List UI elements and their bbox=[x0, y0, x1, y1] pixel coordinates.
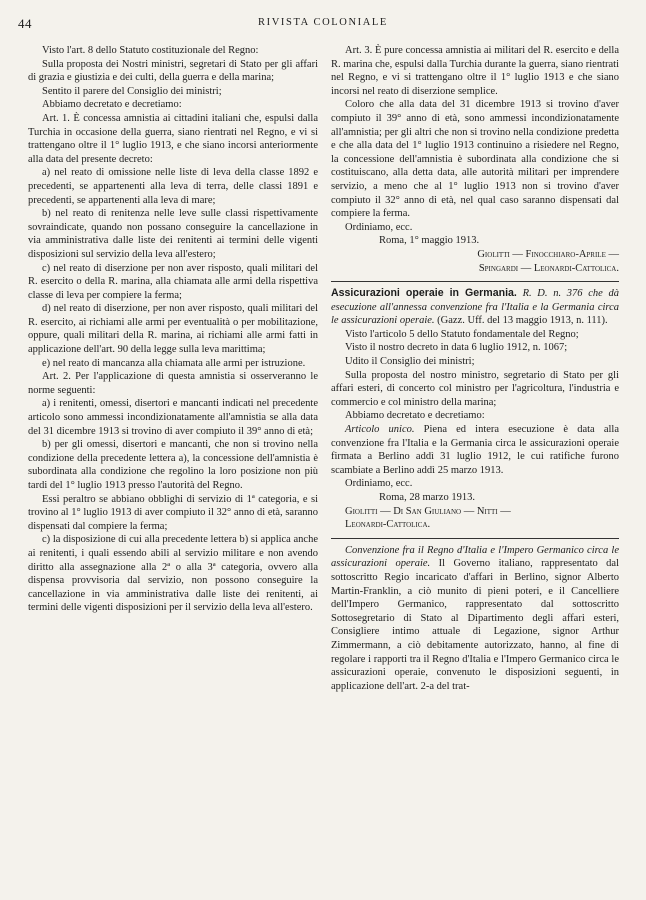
paragraph: Art. 2. Per l'applicazione di questa amnistia si osserveranno le norme seguenti: bbox=[28, 371, 318, 396]
paragraph: Coloro che alla data del 31 dicembre 1913 si trovino d'aver compiuto il 39° anno di età, sono ammessi incondizionatamente all'amnistia; per gli altri che non si trovino nella condizione predetta e che alla data del 1° luglio 1913 continuino a risiedere nel Regno, la concessione dell'amnistia è subordinata alla condizione che si costituiscano, alla detta data, alle autorità militari per imprendere servizio, a meno che al 1° luglio 1913 non si trovino d'aver compiuto il 32° anno di età, nel qual caso saranno dispensati dal compiere la ferma. bbox=[331, 99, 619, 220]
right-column bbox=[331, 44, 619, 693]
section-divider bbox=[331, 538, 619, 539]
paragraph: Ordiniamo, ecc. bbox=[345, 478, 413, 490]
signatures: Giolitti — Finocchiaro-Aprile — bbox=[477, 248, 619, 260]
section-subtitle: che dà esecuzione all'annessa convenzione fra l'Italia e la Germania circa le assicurazioni operaie. bbox=[331, 288, 620, 327]
left-column bbox=[28, 44, 318, 615]
paragraph: a) nel reato di omissione nelle liste di leva della classe 1892 e precedenti, se appartenenti alla leva di terra, delle classi 1891 e precedenti, se appartenenti alla leva di mare; bbox=[28, 167, 318, 206]
paragraph: Sulla proposta del nostro ministro, segretario di Stato per gli affari esteri, di concerto col ministro per l'agricoltura, l'industria e commercio e col ministro della marina; bbox=[331, 369, 619, 408]
paragraph: c) nel reato di diserzione per non aver risposto, quali militari del R. esercito o della R. marina, alla chiamata alle armi della rispettiva classe di leva per compiere la ferma; bbox=[28, 262, 318, 301]
paragraph bbox=[331, 423, 619, 477]
signatures: Spingardi — Leonardi-Cattolica. bbox=[478, 262, 619, 274]
article-label: Articolo unico. bbox=[345, 424, 415, 436]
paragraph: Abbiamo decretato e decretiamo: bbox=[345, 410, 485, 422]
page-number: 44 bbox=[18, 16, 32, 31]
convention-title: Convenzione fra il Regno d'Italia e l'Impero Germanico circa le assicurazioni operaie. bbox=[331, 544, 619, 570]
paragraph: Art. 1. È concessa amnistia ai cittadini italiani che, espulsi dalla Turchia in occasione della guerra, siano rientrati nel Regno, e vi si trattengano oltre il 1° luglio 1913, e che siano incorsi anteriormente alla data del presente decreto: bbox=[28, 112, 318, 165]
signatures: Leonardi-Cattolica. bbox=[345, 519, 431, 531]
paragraph: d) nel reato di diserzione, per non aver risposto, quali militari del R. esercito, ai richiami alle armi per eventualità o per mobilitazione, oppure, quali militari della R. marina, ai richiami alle armi fatti in applicazione dell'art. 90 della legge sulla leva marittima; bbox=[28, 303, 318, 356]
paragraph bbox=[331, 544, 619, 694]
paragraph: Essi peraltro se abbiano obblighi di servizio di 1ª categoria, e si trovino al 1° luglio 1913 di aver compiuto il 32° anno di età, saranno dispensati dal compiere la ferma; bbox=[28, 493, 318, 532]
paragraph: Ordiniamo, ecc. bbox=[345, 221, 413, 233]
paragraph: Abbiamo decretato e decretiamo: bbox=[42, 99, 182, 111]
section-gazette: (Gazz. Uff. del 13 maggio 1913, n. 111). bbox=[437, 315, 608, 327]
paragraph: c) la disposizione di cui alla precedente lettera b) si applica anche ai renitenti, i quali essendo abili al servizio militare e non avendo diritto alla assegnazione alla 2ª o alla 3ª categoria, ovvero alla dispensa provvisoria dal servizio, non possono conseguire la cancellazione in via amministrativa dalle liste dei renitenti, ai termini delle vigenti disposizioni per il servizio della leva all'estero. bbox=[28, 534, 318, 614]
paragraph: e) nel reato di mancanza alla chiamata alle armi per istruzione. bbox=[42, 357, 306, 369]
paragraph: Visto il nostro decreto in data 6 luglio 1912, n. 1067; bbox=[345, 342, 568, 354]
paragraph: Sentito il parere del Consiglio dei ministri; bbox=[42, 85, 222, 97]
section-title: Assicurazioni operaie in Germania. bbox=[331, 287, 517, 300]
paragraph: b) nel reato di renitenza nelle leve sulle classi rispettivamente sovraindicate, quando non possano conseguire la cancellazione in via amministrativa dalle liste dei renitenti ai termini delle vigenti disposizioni sul servizio della leva all'estero; bbox=[28, 208, 318, 260]
section-ref: R. D. n. 376 bbox=[522, 288, 583, 300]
paragraph: Visto l'art. 8 dello Statuto costituzionale del Regno: bbox=[42, 45, 259, 56]
section-divider bbox=[331, 281, 619, 282]
convention-text: Il Governo italiano, rappresentato dal sottoscritto Regio incaricato d'affari in Berlino, signor Alberto Martin-Franklin, a ciò munito di pieni poteri, e il Cancelliere dell'Impero Germanico, rappresentato dal sottoscritto Sottosegretario di Stato al Dipartimento degli affari esteri, Consigliere intimo attuale di Legazione, signor Arthur Zimmermann, a ciò debitamente autorizzato, hanno, al fine di regolare i rapporti tra il Regno d'Italia e l'Impero Germanico circa le assicurazioni operaie, convenuto le disposizioni seguenti, in applicazione dell'art. 2-a del trat- bbox=[331, 558, 619, 692]
running-head: RIVISTA COLONIALE bbox=[258, 17, 388, 28]
paragraph: Udito il Consiglio dei ministri; bbox=[345, 356, 475, 368]
paragraph: b) per gli omessi, disertori e mancanti, che non si trovino nella condizione della precedente lettera a), la concessione dell'amnistia è subordinata alla condizione che regolino la loro posizione non più tardi del 1° luglio 1913 presso l'autorità del Regno. bbox=[28, 439, 318, 491]
signatures: Giolitti — Di San Giuliano — Nitti — bbox=[345, 505, 511, 517]
paragraph: a) i renitenti, omessi, disertori e mancanti indicati nel precedente articolo sono ammessi incondizionatamente all'amnistia se alla data del 31 dicembre 1913 si trovino di aver compiuto il 39° anno di età; bbox=[28, 398, 318, 437]
article-text: Piena ed intera esecuzione è data alla convenzione fra l'Italia e la Germania circa le assicurazioni operaie firmata a Berlino addì 31 luglio 1912, le cui ratifiche furono scambiate a Berlino addì 25 marzo 1913. bbox=[331, 424, 619, 476]
decree-date: Roma, 28 marzo 1913. bbox=[379, 492, 475, 503]
paragraph: Art. 3. È pure concessa amnistia ai militari del R. esercito e della R. marina che, espulsi dalla Turchia durante la guerra, siano rientrati nel Regno, e vi si trattengano oltre il 1° luglio 1913 e che siano incorsi nel reato di diserzione semplice. bbox=[331, 45, 619, 97]
decree-date: Roma, 1° maggio 1913. bbox=[379, 235, 480, 247]
paragraph: Sulla proposta dei Nostri ministri, segretari di Stato per gli affari di grazia e giustizia e dei culti, della guerra e della marina; bbox=[28, 58, 318, 84]
paragraph: Visto l'articolo 5 dello Statuto fondamentale del Regno; bbox=[345, 328, 579, 340]
section-heading bbox=[331, 287, 619, 328]
